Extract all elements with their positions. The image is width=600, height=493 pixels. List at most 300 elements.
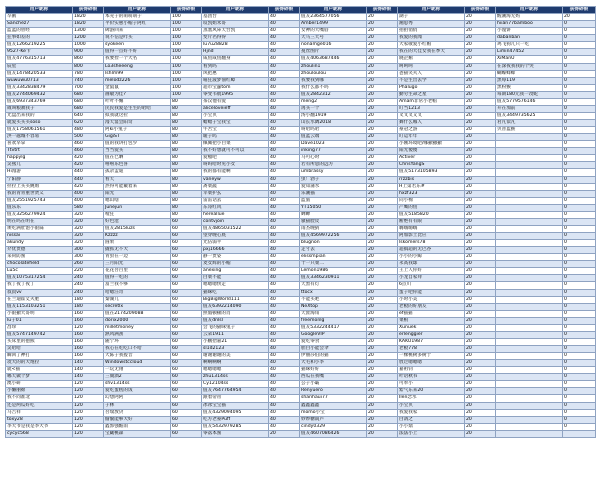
user-nickname: 买床里的抱熊 (6, 338, 73, 345)
table-row (6, 56, 596, 63)
user-nickname: 永高我球 (398, 261, 465, 268)
silver-points: 20 (465, 381, 496, 388)
silver-points: 40 (269, 70, 300, 77)
table-row (6, 197, 596, 204)
user-nickname: Hjnd (202, 49, 269, 56)
user-nickname: 天涯海角 (300, 310, 367, 317)
user-nickname: 贝普蓝猴 (496, 127, 563, 134)
silver-points: 0 (563, 141, 596, 148)
silver-points: 60 (171, 261, 202, 268)
user-nickname: 晓企鹅 (398, 56, 465, 63)
silver-points: 20 (367, 84, 398, 91)
table-row (6, 268, 596, 275)
silver-points: 20 (367, 120, 398, 127)
user-nickname: 光伍弱平 (202, 240, 269, 247)
silver-points: 40 (269, 360, 300, 367)
silver-points: 160 (73, 317, 104, 324)
silver-points: 40 (269, 423, 300, 430)
table-row (6, 120, 596, 127)
user-nickname: vaneyw (202, 176, 269, 183)
silver-points: 440 (73, 176, 104, 183)
silver-points: 0 (563, 148, 596, 155)
table-row (6, 14, 596, 21)
user-nickname (496, 190, 563, 197)
table-row (6, 388, 596, 395)
silver-points: 20 (465, 70, 496, 77)
user-nickname (496, 402, 563, 409)
silver-points: 20 (367, 28, 398, 35)
silver-points: 80 (171, 204, 202, 211)
silver-points: 60 (171, 353, 202, 360)
user-nickname: 哈嗯汪奇 (104, 289, 171, 296)
user-nickname: 富兰我不够 (104, 282, 171, 289)
table-row (6, 296, 596, 303)
user-nickname: Phalugo (398, 84, 465, 91)
silver-points: 20 (367, 14, 398, 21)
table-row (6, 183, 596, 190)
user-nickname: 哪天做个梦 (6, 374, 73, 381)
silver-points: 20 (367, 141, 398, 148)
user-nickname: 会飞的猫咪兔子 (202, 324, 269, 331)
user-nickname: 值得一吃的 (104, 275, 171, 282)
silver-points: 20 (465, 346, 496, 353)
silver-points: 0 (563, 374, 596, 381)
user-nickname: 老板778 (398, 346, 465, 353)
user-nickname: 我心在吃吃口不哈 (104, 346, 171, 353)
silver-points: 60 (171, 303, 202, 310)
silver-points: 0 (563, 134, 596, 141)
user-nickname: 湘思秀 (398, 21, 465, 28)
user-nickname: 马可心时 (300, 155, 367, 162)
silver-points: 20 (465, 261, 496, 268)
table-row (6, 211, 596, 218)
user-nickname (496, 169, 563, 176)
silver-points: 20 (465, 28, 496, 35)
user-nickname: 天马三天号 (300, 35, 367, 42)
silver-points: 0 (563, 367, 596, 374)
silver-points: 320 (73, 233, 104, 240)
user-nickname: 三月阳光 (104, 261, 171, 268)
silver-points: 40 (269, 77, 300, 84)
silver-points: 20 (465, 296, 496, 303)
silver-points: 20 (465, 169, 496, 176)
user-nickname: shanhaui77 (300, 395, 367, 402)
silver-points: 160 (73, 338, 104, 345)
user-nickname: hxzf323 (398, 190, 465, 197)
silver-points: 20 (269, 430, 300, 437)
silver-points: 40 (269, 346, 300, 353)
silver-points: 40 (269, 289, 300, 296)
silver-points: 460 (73, 148, 104, 155)
user-nickname: sl1d2123 (202, 346, 269, 353)
user-nickname: 明在吗在明在 (6, 218, 73, 225)
user-nickname (496, 268, 563, 275)
silver-points: 20 (465, 388, 496, 395)
user-nickname (496, 303, 563, 310)
user-nickname: 我爱的我闻 (398, 35, 465, 42)
user-nickname: 我丁夜丁夜丁 (6, 282, 73, 289)
user-nickname (496, 360, 563, 367)
user-nickname: 小龙自家拜 (398, 275, 465, 282)
user-nickname: 喜欢早拿 (6, 141, 73, 148)
user-nickname: 圆果 (104, 240, 171, 247)
user-nickname: 就爱买买买soso (6, 120, 73, 127)
user-nickname: 小银撒大哥明 (6, 310, 73, 317)
user-nickname (496, 381, 563, 388)
user-nickname: 说不信是咋买 (104, 35, 171, 42)
user-nickname: 叶语秋书 (398, 374, 465, 381)
silver-points: 0 (563, 388, 596, 395)
user-nickname: 爱吃零食 (300, 338, 367, 345)
user-nickname: ChrisYangS (398, 162, 465, 169)
silver-points: 60 (171, 225, 202, 232)
silver-points: 0 (563, 176, 596, 183)
table-row (6, 63, 596, 70)
silver-points: 20 (465, 141, 496, 148)
silver-points: 20 (465, 77, 496, 84)
user-nickname: akundy (6, 240, 73, 247)
table-row (6, 98, 596, 105)
silver-points: 140 (73, 374, 104, 381)
header-points: 获得碎银 (171, 7, 202, 14)
user-nickname: Ttvtrt (6, 148, 73, 155)
silver-points: 20 (465, 197, 496, 204)
silver-points: 80 (171, 197, 202, 204)
user-nickname: 嘻嘻乐色喜 (104, 162, 171, 169)
user-nickname: blugnon (300, 240, 367, 247)
silver-points: 900 (73, 49, 104, 56)
table-row (6, 289, 596, 296)
table-row (6, 261, 596, 268)
silver-points: 60 (171, 331, 202, 338)
silver-points: 20 (367, 240, 398, 247)
silver-points: 20 (465, 324, 496, 331)
user-nickname: GigiST (104, 134, 171, 141)
user-nickname: Kzzzz (104, 233, 171, 240)
silver-points: 20 (367, 338, 398, 345)
silver-points: 60 (171, 346, 202, 353)
silver-points: 60 (171, 402, 202, 409)
user-nickname: meng2 (300, 98, 367, 105)
user-nickname: 值友6392214090 (202, 303, 269, 310)
table-row (6, 402, 596, 409)
silver-points: 160 (73, 353, 104, 360)
silver-points: 20 (367, 70, 398, 77)
silver-points: 0 (563, 402, 596, 409)
user-nickname: cycyc568 (6, 430, 73, 437)
user-nickname: 9527-Ke卡 (6, 49, 73, 56)
user-nickname: Cy12104ss (202, 381, 269, 388)
silver-points: 120 (73, 402, 104, 409)
user-nickname: 值友2551925743 (6, 197, 73, 204)
silver-points: 20 (465, 120, 496, 127)
silver-points: 0 (563, 423, 596, 430)
header-name: 用户昵称 (496, 7, 563, 14)
silver-points: 40 (269, 204, 300, 211)
silver-points: 20 (367, 98, 398, 105)
silver-points: 20 (367, 211, 398, 218)
silver-points: 220 (73, 268, 104, 275)
user-nickname: 子林 (104, 402, 171, 409)
user-nickname: 金鼠鼠 (104, 84, 171, 91)
silver-points: 20 (367, 91, 398, 98)
user-nickname (496, 141, 563, 148)
silver-points: 0 (563, 197, 596, 204)
silver-points: 20 (367, 204, 398, 211)
user-nickname: 大家敬爱小红帽 (398, 42, 465, 49)
user-nickname: Junejun (104, 204, 171, 211)
silver-points: 60 (171, 381, 202, 388)
silver-points: 0 (563, 35, 596, 42)
user-nickname: 白鸽之 (398, 416, 465, 423)
user-nickname: 蔓丝图片 (300, 49, 367, 56)
silver-points: 20 (465, 289, 496, 296)
user-nickname: nonamge016 (300, 42, 367, 49)
user-nickname (496, 296, 563, 303)
silver-points: 20 (367, 56, 398, 63)
table-row (6, 169, 596, 176)
silver-points: 320 (73, 218, 104, 225)
table-row (6, 190, 596, 197)
silver-points: 0 (563, 127, 596, 134)
user-nickname (496, 211, 563, 218)
table-row (6, 91, 596, 98)
user-nickname: 蝉蝉 (300, 211, 367, 218)
silver-points: 20 (465, 268, 496, 275)
user-nickname: melodz226 (104, 77, 171, 84)
user-nickname: Hi漫游 (6, 169, 73, 176)
table-row (6, 77, 596, 84)
user-nickname (496, 204, 563, 211)
silver-points: 20 (465, 155, 496, 162)
silver-points: 20 (465, 430, 496, 437)
user-nickname: 值蓝云端 (300, 134, 367, 141)
table-row (6, 317, 596, 324)
silver-points: 40 (269, 28, 300, 35)
table-row (6, 247, 596, 254)
silver-points: 440 (73, 169, 104, 176)
silver-points: 0 (563, 317, 596, 324)
silver-points: 80 (171, 183, 202, 190)
silver-points: 100 (171, 35, 202, 42)
header-points: 获得碎银 (465, 7, 496, 14)
silver-points: 100 (171, 91, 202, 98)
points-ranking-table (5, 6, 596, 438)
header-points: 获得碎银 (73, 7, 104, 14)
silver-points: 40 (269, 98, 300, 105)
user-nickname: 攻大的的大炮拉 (6, 360, 73, 367)
user-nickname: 值友5332244417 (300, 324, 367, 331)
silver-points: 20 (465, 409, 496, 416)
silver-points: 20 (367, 233, 398, 240)
silver-points: 80 (171, 176, 202, 183)
user-nickname (496, 197, 563, 204)
user-nickname: 我的青青重世贤义 (6, 190, 73, 197)
silver-points: 20 (465, 176, 496, 183)
user-nickname: momo小宝 (300, 409, 367, 416)
silver-points: 40 (269, 409, 300, 416)
user-nickname: 诶吃满肚饱小银扁 (6, 225, 73, 232)
user-nickname (496, 225, 563, 232)
header-points: 获得碎银 (563, 7, 596, 14)
silver-points: 420 (73, 155, 104, 162)
user-nickname: chocolatefield (6, 261, 73, 268)
user-nickname: 静一贵姿 (202, 254, 269, 261)
user-nickname: Lemon1986 (300, 268, 367, 275)
user-nickname: 蜡蜡子宝我宝 (202, 120, 269, 127)
user-nickname: 值在已晒 (104, 155, 171, 162)
user-nickname (496, 395, 563, 402)
user-nickname: pxj16666 (202, 247, 269, 254)
silver-points: 20 (465, 56, 496, 63)
user-nickname: 值友1153103251 (6, 303, 73, 310)
user-nickname (496, 346, 563, 353)
user-nickname: ef猫猫 (398, 310, 465, 317)
user-nickname: 豪冠之游 (398, 127, 465, 134)
user-nickname: 大毛和小李 (300, 360, 367, 367)
silver-points: 20 (465, 190, 496, 197)
silver-points: 0 (563, 98, 596, 105)
silver-points: 0 (563, 395, 596, 402)
user-nickname: 青虫在一边 (104, 254, 171, 261)
user-nickname: 小馒饼 (496, 28, 563, 35)
silver-points: 0 (563, 120, 596, 127)
user-nickname: 鑫鑫鑫鑫 (300, 402, 367, 409)
silver-points: 120 (73, 409, 104, 416)
silver-points: 20 (465, 98, 496, 105)
user-nickname: hiian77bamboo (496, 21, 563, 28)
silver-points: 20 (465, 21, 496, 28)
table-body (6, 14, 596, 438)
user-nickname: dabanban (496, 35, 563, 42)
silver-points: 0 (563, 338, 596, 345)
user-nickname: 照假顿顿的肖 (202, 310, 269, 317)
user-nickname: 啊啊啊啊 (202, 360, 269, 367)
silver-points: 40 (269, 317, 300, 324)
silver-points: 60 (171, 409, 202, 416)
silver-points: 20 (367, 176, 398, 183)
user-nickname (496, 338, 563, 345)
user-nickname: 小鹏拾嘉21 (202, 338, 269, 345)
user-nickname: 嘉祖钊 (398, 367, 465, 374)
silver-points: 20 (465, 402, 496, 409)
silver-points: 0 (563, 303, 596, 310)
user-nickname: 值友3346230911 (300, 275, 367, 282)
silver-points: 0 (563, 261, 596, 268)
user-nickname: 采荷防蜜 (6, 254, 73, 261)
silver-points: 40 (269, 282, 300, 289)
user-nickname: 吃方老豪Puff (202, 416, 269, 423)
user-nickname: Renyuero (300, 388, 367, 395)
user-nickname: 卒鹅 (6, 14, 73, 21)
silver-points: 0 (563, 63, 596, 70)
user-nickname: 热得可能戴着来 (104, 183, 171, 190)
user-nickname: 看天 (104, 176, 171, 183)
table-row (6, 84, 596, 91)
silver-points: 480 (73, 127, 104, 134)
silver-points: 1820 (73, 14, 104, 21)
user-nickname: 嗯山啥 (104, 197, 171, 204)
user-nickname: 勤劳生命之星 (398, 91, 465, 98)
user-nickname: Windowstccloud (104, 360, 171, 367)
silver-points: 40 (269, 155, 300, 162)
silver-points: 60 (171, 416, 202, 423)
silver-points: 320 (73, 211, 104, 218)
user-nickname: 若有所思的远方 (300, 162, 367, 169)
silver-points: 60 (171, 324, 202, 331)
user-nickname: 呀吗哈时见小女 (202, 162, 269, 169)
silver-points: 20 (465, 282, 496, 289)
silver-points: 680 (73, 98, 104, 105)
silver-points: 20 (367, 374, 398, 381)
silver-points: 700 (73, 84, 104, 91)
table-row (6, 225, 596, 232)
silver-points: 0 (563, 155, 596, 162)
table-row (6, 303, 596, 310)
user-nickname: 画敏为佳? (104, 91, 171, 98)
silver-points: 40 (269, 197, 300, 204)
silver-points: 20 (367, 162, 398, 169)
user-nickname: lshlm99 (104, 70, 171, 77)
user-nickname: 零变韦航1995 (202, 91, 269, 98)
user-nickname: 在深夜我我的个哭 (496, 63, 563, 70)
user-nickname: 李大爷是我是李大爷 (6, 423, 73, 430)
silver-points: 20 (367, 169, 398, 176)
silver-points: 0 (563, 28, 596, 35)
silver-points: 100 (171, 63, 202, 70)
table-row (6, 233, 596, 240)
silver-points: 20 (367, 268, 398, 275)
table-row (6, 282, 596, 289)
silver-points: 0 (563, 169, 596, 176)
user-nickname: Sanchez7 (6, 21, 73, 28)
silver-points: 40 (269, 268, 300, 275)
silver-points: 40 (269, 261, 300, 268)
silver-points: 20 (367, 303, 398, 310)
table-row (6, 381, 596, 388)
user-nickname: 我爱我家 (398, 409, 465, 416)
table-row (6, 331, 596, 338)
silver-points: 120 (73, 423, 104, 430)
silver-points: 20 (465, 112, 496, 119)
user-nickname: 我什么都不吗 (300, 84, 367, 91)
user-nickname (496, 416, 563, 423)
user-nickname (496, 254, 563, 261)
silver-points: 20 (367, 183, 398, 190)
silver-points: 60 (171, 289, 202, 296)
user-nickname: 望穿晚心底 (202, 233, 269, 240)
user-nickname: 值友3342838479 (6, 84, 73, 91)
silver-points: 40 (269, 310, 300, 317)
silver-points: 40 (269, 105, 300, 112)
user-nickname: 吴燕儿 (6, 162, 73, 169)
user-nickname: 本壳子的萌萌萌子 (104, 14, 171, 21)
user-nickname: Lo3sheeeng (104, 63, 171, 70)
silver-points: 20 (465, 374, 496, 381)
silver-points: 0 (563, 218, 596, 225)
silver-points: 1000 (73, 42, 104, 49)
user-nickname: cindy0329 (300, 423, 367, 430)
user-nickname (496, 388, 563, 395)
table-row (6, 155, 596, 162)
silver-points: 80 (171, 148, 202, 155)
silver-points: 40 (269, 120, 300, 127)
silver-points: 580 (73, 204, 104, 211)
user-nickname: 随宁坏 (104, 338, 171, 345)
silver-points: 40 (269, 183, 300, 190)
user-nickname: 开在加前 (496, 105, 563, 112)
silver-points: 20 (367, 416, 398, 423)
